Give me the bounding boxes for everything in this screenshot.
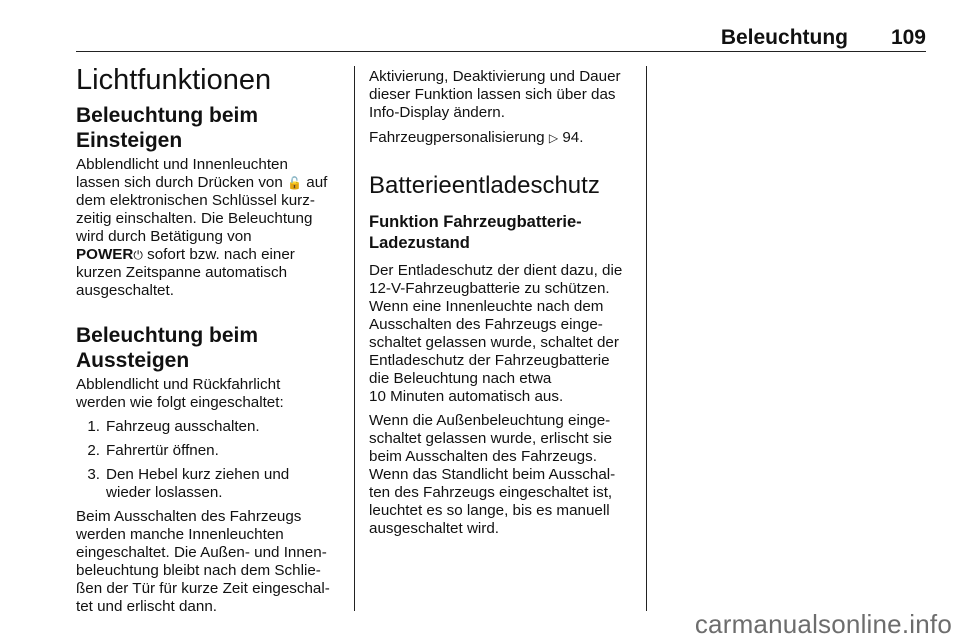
step-number: 2.	[87, 442, 100, 459]
page-header-title: Beleuchtung	[720, 26, 848, 49]
text-line: Wenn das Standlicht beim Ausschal-	[369, 466, 616, 483]
text-line: Abblendlicht und Rückfahrlicht	[76, 376, 281, 393]
text-line: werden wie folgt eingeschaltet:	[76, 394, 284, 411]
list-item	[76, 466, 344, 502]
step-text: Fahrzeug ausschalten.	[106, 418, 260, 435]
page-reference-icon: ▷	[548, 131, 559, 145]
left-column	[76, 60, 344, 616]
steps-list	[76, 418, 344, 502]
heading-line: Beleuchtung beim	[76, 324, 259, 347]
page-header	[76, 26, 926, 52]
text-line: Abblendlicht und Innenleuchten	[76, 156, 288, 173]
text-line: wieder loslassen.	[106, 484, 223, 501]
text-line: wird durch Betätigung von	[76, 228, 252, 245]
page-number: 109	[890, 26, 926, 49]
text-line: zeitig einschalten. Die Beleuchtung	[76, 210, 313, 227]
heading-line: Beleuchtung beim	[76, 104, 259, 127]
text-line: Entladeschutz der Fahrzeugbatterie	[369, 352, 610, 369]
text-line: Den Hebel kurz ziehen und	[106, 466, 290, 483]
heading-einsteigen	[76, 103, 344, 153]
text-line: Aktivierung, Deaktivierung und Dauer	[369, 68, 621, 85]
text-line: Info-Display ändern.	[369, 104, 505, 121]
list-item	[76, 418, 344, 436]
paragraph-aussenbeleuchtung	[369, 412, 637, 538]
heading-line: Funktion Fahrzeugbatterie-	[369, 213, 582, 231]
text-line: dem elektronischen Schlüssel kurz-	[76, 192, 315, 209]
text-line: schaltet gelassen wurde, erlischt sie	[369, 430, 613, 447]
paragraph-aussteigen-body	[76, 508, 344, 616]
power-icon: ⏻	[133, 248, 143, 262]
text-line: ßen der Tür für kurze Zeit eingeschal-	[76, 580, 330, 597]
text-line: werden manche Innenleuchten	[76, 526, 284, 543]
right-column	[369, 60, 637, 538]
list-item	[76, 442, 344, 460]
text-line: ten des Fahrzeugs eingeschaltet ist,	[369, 484, 613, 501]
text-line: Beim Ausschalten des Fahrzeugs	[76, 508, 302, 525]
text-line: schaltet gelassen wurde, schaltet der	[369, 334, 619, 351]
text-line: beleuchtung bleibt nach dem Schlie-	[76, 562, 321, 579]
heading-aussteigen	[76, 323, 344, 373]
text-line: ausgeschaltet wird.	[369, 520, 500, 537]
text-line: sofort bzw. nach einer	[147, 246, 295, 263]
paragraph-personalisierung	[369, 129, 637, 147]
column-divider-right	[646, 66, 647, 611]
heading-line: Ladezustand	[369, 234, 470, 252]
paragraph-aussteigen-intro	[76, 376, 344, 412]
heading-ladezustand	[369, 212, 637, 254]
text-line: auf	[306, 174, 328, 191]
text-line: Ausschalten des Fahrzeugs einge-	[369, 316, 603, 333]
text-line: beim Ausschalten des Fahrzeugs.	[369, 448, 597, 465]
text-line: leuchtet es so lange, bis es manuell	[369, 502, 610, 519]
text-line: ausgeschaltet.	[76, 282, 174, 299]
header-divider	[76, 51, 926, 52]
unlock-icon: 🔓	[287, 176, 303, 190]
text-line: die Beleuchtung nach etwa	[369, 370, 552, 387]
paragraph-einsteigen	[76, 156, 344, 300]
heading-line: Aussteigen	[76, 349, 190, 372]
heading-line: Einsteigen	[76, 129, 183, 152]
paragraph-entladeschutz	[369, 262, 637, 406]
text-line: 12-V-Fahrzeugbatterie zu schützen.	[369, 280, 610, 297]
text-line: Wenn die Außenbeleuchtung einge-	[369, 412, 611, 429]
paragraph-info-display	[369, 68, 637, 122]
step-text: Fahrertür öffnen.	[106, 442, 219, 459]
text-line: dieser Funktion lassen sich über das	[369, 86, 616, 103]
text-line: Wenn eine Innenleuchte nach dem	[369, 298, 604, 315]
step-number: 3.	[87, 466, 100, 483]
text-line: tet und erlischt dann.	[76, 598, 217, 615]
text-line: 10 Minuten automatisch aus.	[369, 388, 564, 405]
text-line: eingeschaltet. Die Außen- und Innen-	[76, 544, 327, 561]
power-label: POWER	[76, 246, 134, 263]
text-line: Der Entladeschutz der dient dazu, die	[369, 262, 623, 279]
step-number: 1.	[87, 418, 100, 435]
section-title-batterieentladeschutz: Batterieentladeschutz	[369, 172, 600, 199]
watermark: carmanualsonline.info	[694, 609, 952, 639]
text-line: Fahrzeugpersonalisierung	[369, 129, 545, 146]
page-reference[interactable]: 94.	[562, 129, 584, 146]
column-divider-left	[354, 66, 355, 611]
section-title-lichtfunktionen: Lichtfunktionen	[76, 64, 272, 96]
text-line: lassen sich durch Drücken von	[76, 174, 283, 191]
step-text	[106, 466, 289, 502]
text-line: kurzen Zeitspanne automatisch	[76, 264, 288, 281]
